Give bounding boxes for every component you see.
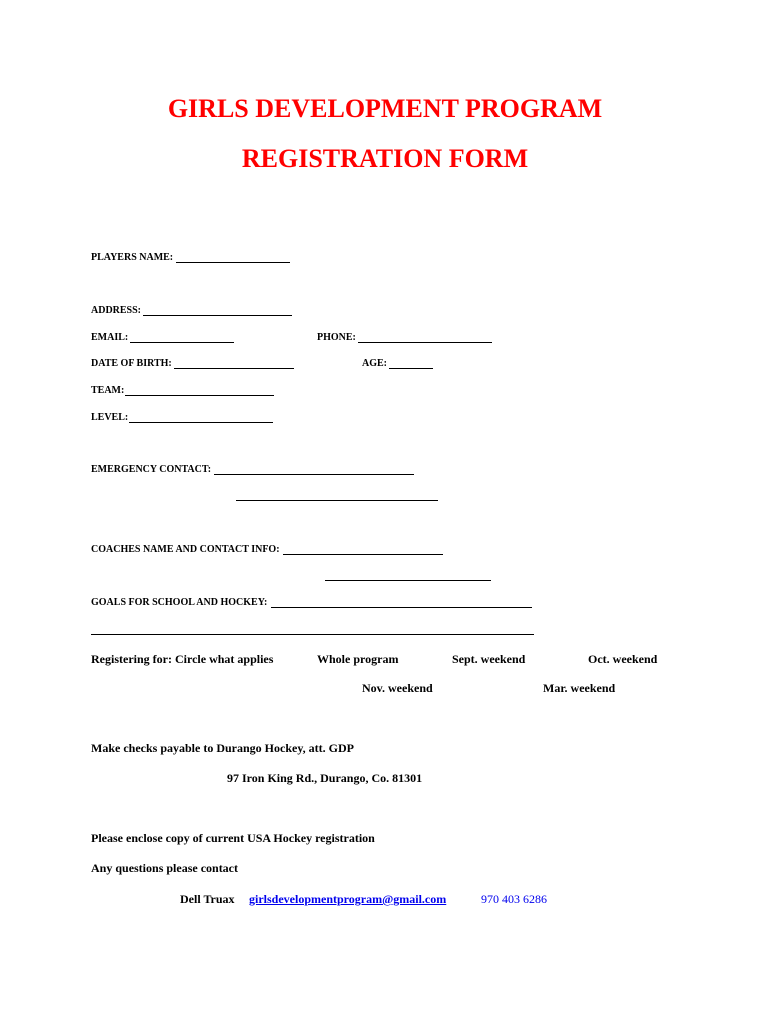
contact-name: Dell Truax <box>180 892 235 906</box>
option-mar-weekend[interactable]: Mar. weekend <box>543 681 616 695</box>
age-label: AGE: <box>362 358 387 369</box>
dob-blank[interactable] <box>174 368 294 369</box>
age-blank[interactable] <box>389 368 433 369</box>
option-whole-program[interactable]: Whole program <box>317 652 399 666</box>
checks-payable-line: Make checks payable to Durango Hockey, att. GDP <box>91 741 354 755</box>
team-label: TEAM: <box>91 385 125 396</box>
level-label: LEVEL: <box>91 412 129 423</box>
mailing-address-line: 97 Iron King Rd., Durango, Co. 81301 <box>227 771 423 785</box>
address-label: ADDRESS: <box>91 305 142 316</box>
emergency-contact-label: EMERGENCY CONTACT: <box>91 464 212 475</box>
level-blank[interactable] <box>129 422 273 423</box>
contact-phone: 970 403 6286 <box>481 892 547 906</box>
enclose-registration-line: Please enclose copy of current USA Hockey registration <box>91 831 375 845</box>
email-label: EMAIL: <box>91 332 129 343</box>
team-blank[interactable] <box>125 395 274 396</box>
questions-line: Any questions please contact <box>91 861 239 875</box>
dob-label: DATE OF BIRTH: <box>91 358 172 369</box>
players-name-blank[interactable] <box>176 262 290 263</box>
option-oct-weekend[interactable]: Oct. weekend <box>588 652 658 666</box>
coaches-info-blank-2[interactable] <box>325 580 491 581</box>
form-title-line2: REGISTRATION FORM <box>241 144 529 173</box>
coaches-info-blank-1[interactable] <box>283 554 443 555</box>
emergency-contact-blank-2[interactable] <box>236 500 438 501</box>
option-sept-weekend[interactable]: Sept. weekend <box>452 652 526 666</box>
phone-blank[interactable] <box>358 342 492 343</box>
coaches-info-label: COACHES NAME AND CONTACT INFO: <box>91 544 280 555</box>
emergency-contact-blank-1[interactable] <box>214 474 414 475</box>
contact-email-link[interactable]: girlsdevelopmentprogram@gmail.com <box>249 892 447 906</box>
form-title-line1: GIRLS DEVELOPMENT PROGRAM <box>167 94 603 123</box>
goals-label: GOALS FOR SCHOOL AND HOCKEY: <box>91 597 268 608</box>
phone-label: PHONE: <box>317 332 356 343</box>
email-blank[interactable] <box>130 342 234 343</box>
option-nov-weekend[interactable]: Nov. weekend <box>362 681 433 695</box>
goals-blank-2[interactable] <box>91 634 534 635</box>
registering-for-label: Registering for: Circle what applies <box>91 652 274 666</box>
goals-blank-1[interactable] <box>271 607 532 608</box>
players-name-label: PLAYERS NAME: <box>91 252 174 263</box>
address-blank[interactable] <box>143 315 292 316</box>
